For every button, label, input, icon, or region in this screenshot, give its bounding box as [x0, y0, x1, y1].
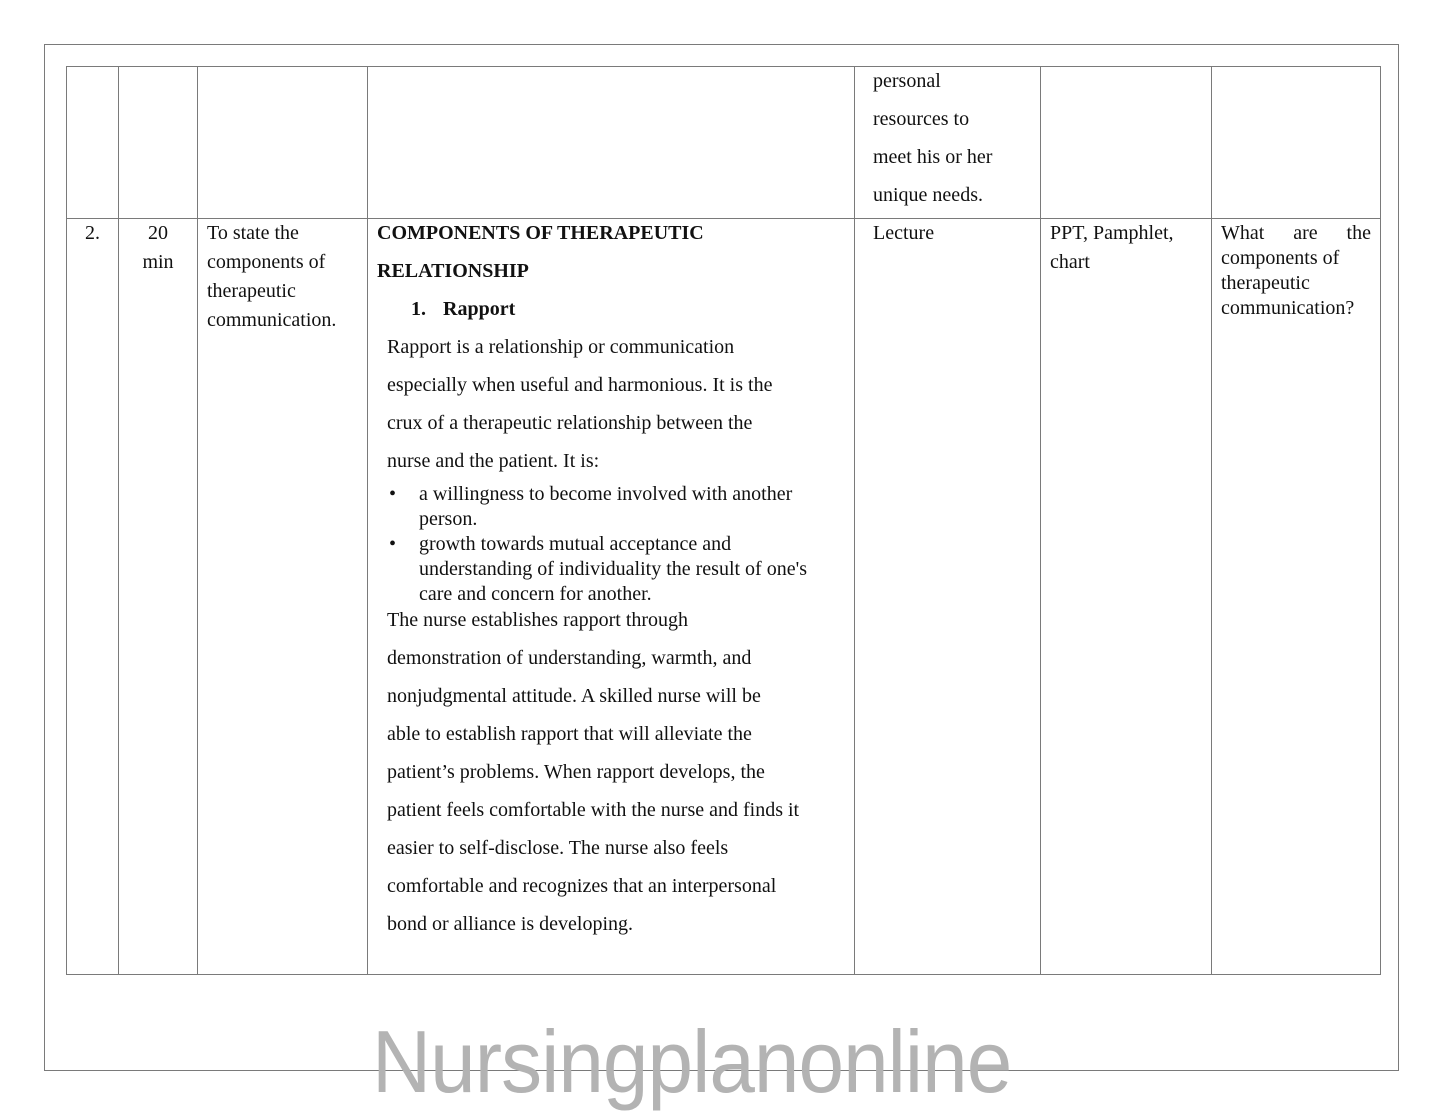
- objective-cell: [198, 219, 368, 975]
- time-cell: [119, 67, 198, 219]
- time-value: 20: [148, 222, 168, 244]
- evaluation-line: communication?: [1221, 297, 1355, 319]
- objective-line: communication.: [207, 309, 337, 331]
- serial-cell: [67, 219, 119, 975]
- evaluation-cell: [1212, 67, 1381, 219]
- method-cell: [855, 219, 1041, 975]
- objective-line: therapeutic: [207, 280, 296, 302]
- method-text-line: personal: [873, 70, 941, 92]
- method-text: Lecture: [873, 222, 935, 244]
- evaluation-line: What are the: [1221, 222, 1371, 244]
- list-item: • growth towards mutual acceptance and understanding of individuality the result of one's care and concern for another.: [389, 533, 807, 605]
- serial-cell: [67, 67, 119, 219]
- evaluation-line: therapeutic: [1221, 272, 1310, 294]
- evaluation-cell: [1212, 219, 1381, 975]
- watermark-text: Nursingplanonline: [372, 1012, 1012, 1111]
- lesson-plan-table: [66, 66, 1381, 975]
- objective-line: To state the: [207, 222, 299, 244]
- table-row: [67, 219, 1381, 975]
- content-cell: [368, 67, 855, 219]
- content-cell: [368, 219, 855, 975]
- table-row: [67, 67, 1381, 219]
- closing-paragraph: The nurse establishes rapport through demonstration of understanding, warmth, and nonjudgmental attitude. A skilled nurse will be able to establish rapport that will alleviate the patient’s problems. When rapport develops, the patient feels comfortable with the nurse and finds it easier to self-disclose. The nurse also feels comfortable and recognizes that an interpersonal bond or alliance is developing.: [387, 609, 800, 935]
- list-item: • a willingness to become involved with another person.: [389, 483, 793, 530]
- method-text-line: meet his or her: [873, 146, 993, 168]
- objective-line: components of: [207, 251, 326, 273]
- content-heading: COMPONENTS OF THERAPEUTIC RELATIONSHIP: [377, 222, 704, 282]
- av-aids-line: chart: [1050, 251, 1090, 273]
- serial-number: 2.: [85, 222, 100, 244]
- av-aids-cell: [1041, 219, 1212, 975]
- method-cell: [855, 67, 1041, 219]
- method-text-line: unique needs.: [873, 184, 983, 206]
- objective-cell: [198, 67, 368, 219]
- content-subheading: 1. Rapport: [411, 298, 516, 320]
- av-aids-cell: [1041, 67, 1212, 219]
- intro-paragraph: Rapport is a relationship or communication especially when useful and harmonious. It is the crux of a therapeutic relationship between the nurse and the patient. It is:: [387, 336, 773, 472]
- method-text-line: resources to: [873, 108, 970, 130]
- time-cell: [119, 219, 198, 975]
- bullet-list: [377, 482, 845, 607]
- evaluation-line: components of: [1221, 247, 1340, 269]
- av-aids-line: PPT, Pamphlet,: [1050, 222, 1174, 244]
- time-unit: min: [142, 251, 174, 273]
- bullet-icon: •: [389, 533, 397, 555]
- bullet-icon: •: [389, 483, 397, 505]
